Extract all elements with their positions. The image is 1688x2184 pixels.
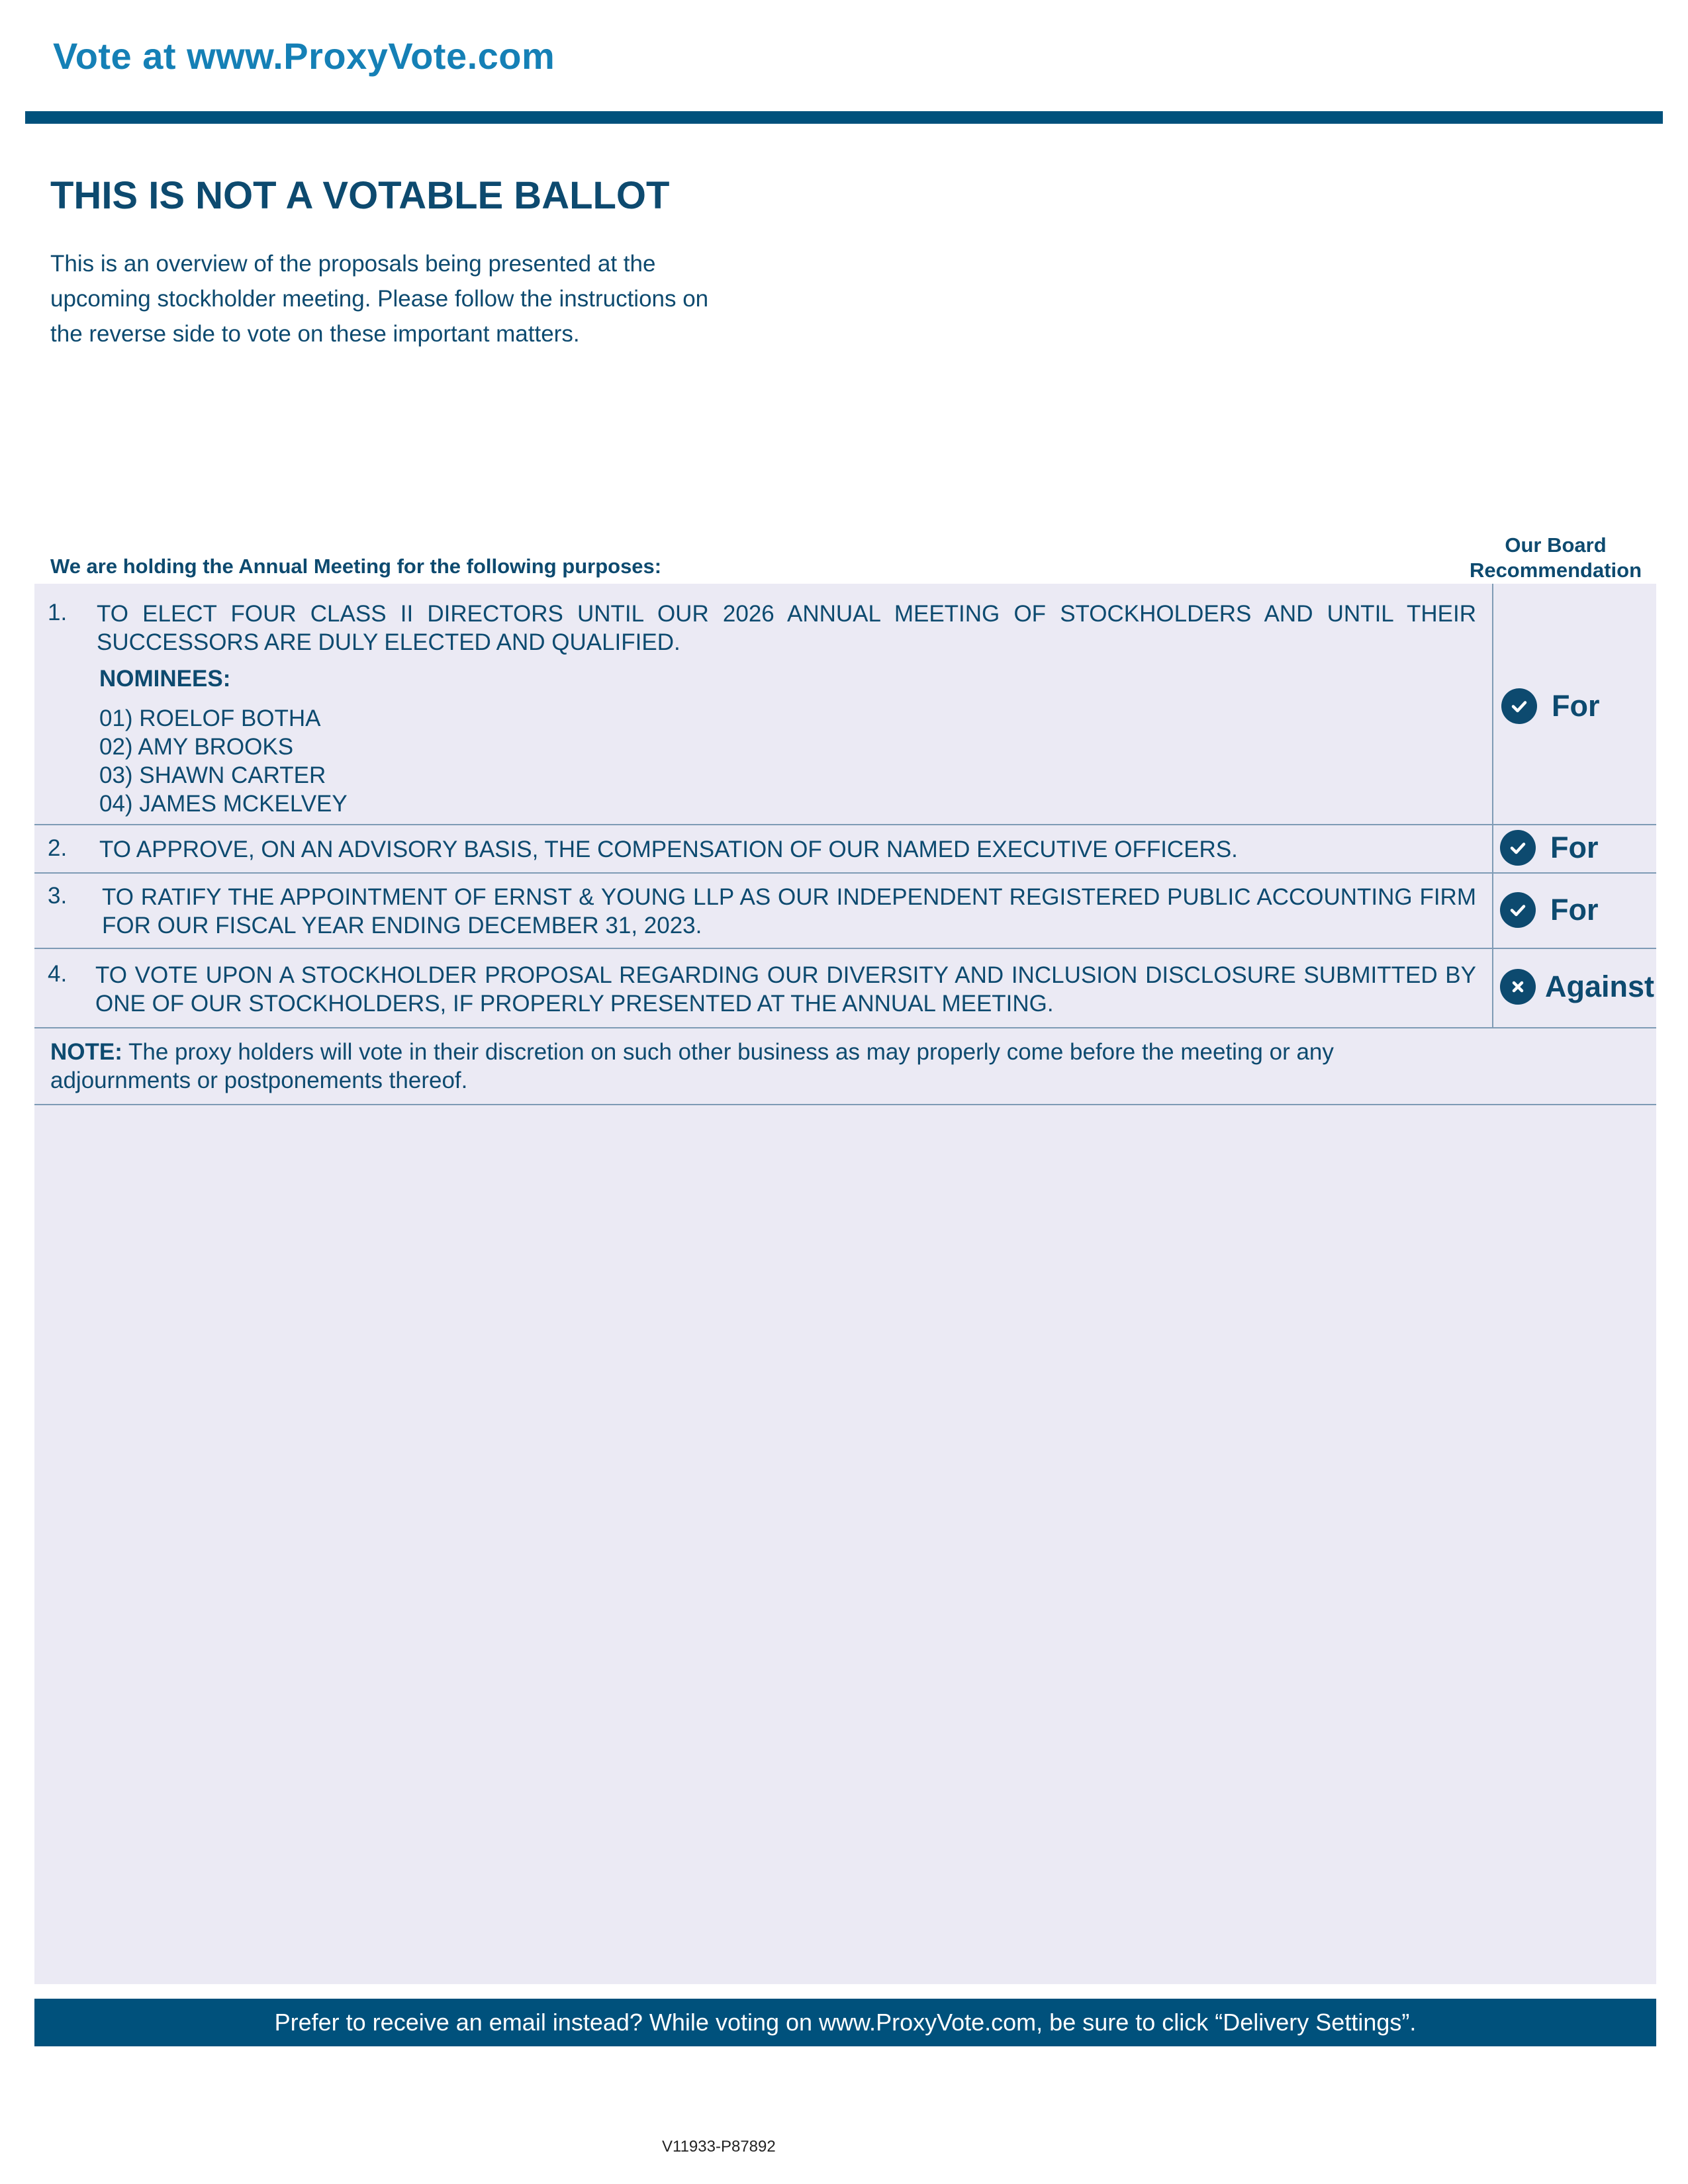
intro-paragraph: [50, 246, 818, 351]
note-text: The proxy holders will vote in their discretion on such other business as may properly come before the meeting or any adjournments or postponements thereof.: [50, 1039, 1334, 1093]
row-divider: [34, 824, 1656, 825]
nominee-item: 01) ROELOF BOTHA: [99, 705, 321, 731]
row-divider: [34, 1104, 1656, 1105]
x-circle-icon: [1500, 969, 1536, 1005]
recommendation-for: [1500, 892, 1599, 928]
check-circle-icon: [1500, 830, 1536, 866]
nominee-item: 04) JAMES MCKELVEY: [99, 791, 348, 817]
proposal-text: TO ELECT FOUR CLASS II DIRECTORS UNTIL OUR 2026 ANNUAL MEETING OF STOCKHOLDERS AND UNTIL THEIR SUCCESSORS ARE DULY ELECTED AND QUALIFIED.: [97, 601, 1476, 655]
note-label: NOTE:: [50, 1039, 122, 1065]
board-heading-line: Recommendation: [1469, 559, 1642, 582]
proposal-number: 1.: [48, 600, 68, 625]
board-heading-line: Our Board: [1505, 533, 1607, 557]
recommendation-label: For: [1550, 831, 1599, 864]
proposal-text: TO APPROVE, ON AN ADVISORY BASIS, THE COMPENSATION OF OUR NAMED EXECUTIVE OFFICERS.: [99, 837, 1238, 862]
recommendation-for: [1500, 830, 1599, 866]
board-recommendation-heading: [1456, 533, 1655, 583]
check-circle-icon: [1500, 892, 1536, 928]
proposal-text: TO VOTE UPON A STOCKHOLDER PROPOSAL REGARDING OUR DIVERSITY AND INCLUSION DISCLOSURE SUBMITTED BY ONE OF OUR STOCKHOLDERS, IF PROPERLY PRESENTED AT THE ANNUAL MEETING.: [95, 962, 1476, 1017]
column-divider: [1492, 584, 1493, 1028]
nominees-label: NOMINEES:: [99, 666, 231, 692]
header-divider: [25, 111, 1663, 124]
banner-text: Prefer to receive an email instead? While voting on www.ProxyVote.com, be sure to click “Delivery Settings”.: [274, 2009, 1417, 2036]
proposal-number: 3.: [48, 883, 68, 909]
intro-line: This is an overview of the proposals being presented at the: [50, 251, 656, 277]
nominees-list: [99, 704, 348, 818]
intro-line: the reverse side to vote on these important matters.: [50, 321, 580, 347]
recommendation-label: Against: [1545, 970, 1655, 1003]
email-delivery-banner: [34, 1999, 1656, 2046]
check-circle-icon: [1501, 688, 1537, 724]
note-paragraph: [50, 1038, 1477, 1095]
row-divider: [34, 872, 1656, 874]
document-code: V11933-P87892: [662, 2138, 776, 2156]
nominee-item: 03) SHAWN CARTER: [99, 762, 326, 788]
recommendation-label: For: [1552, 689, 1600, 723]
row-divider: [34, 1027, 1656, 1028]
recommendation-against: [1500, 969, 1654, 1005]
purposes-heading: We are holding the Annual Meeting for the following purposes:: [50, 555, 662, 578]
intro-line: upcoming stockholder meeting. Please follow the instructions on: [50, 286, 709, 312]
nominee-item: 02) AMY BROOKS: [99, 734, 294, 760]
proposal-text: TO RATIFY THE APPOINTMENT OF ERNST & YOUNG LLP AS OUR INDEPENDENT REGISTERED PUBLIC ACCOUNTING FIRM FOR OUR FISCAL YEAR ENDING DECEMBER 31, 2023.: [102, 884, 1476, 938]
proxyvote-link[interactable]: Vote at www.ProxyVote.com: [53, 35, 555, 77]
recommendation-label: For: [1550, 893, 1599, 927]
proposal-number: 2.: [48, 835, 68, 861]
page-title: THIS IS NOT A VOTABLE BALLOT: [50, 174, 670, 217]
proposal-number: 4.: [48, 961, 68, 987]
row-divider: [34, 948, 1656, 949]
recommendation-for: [1501, 688, 1600, 724]
